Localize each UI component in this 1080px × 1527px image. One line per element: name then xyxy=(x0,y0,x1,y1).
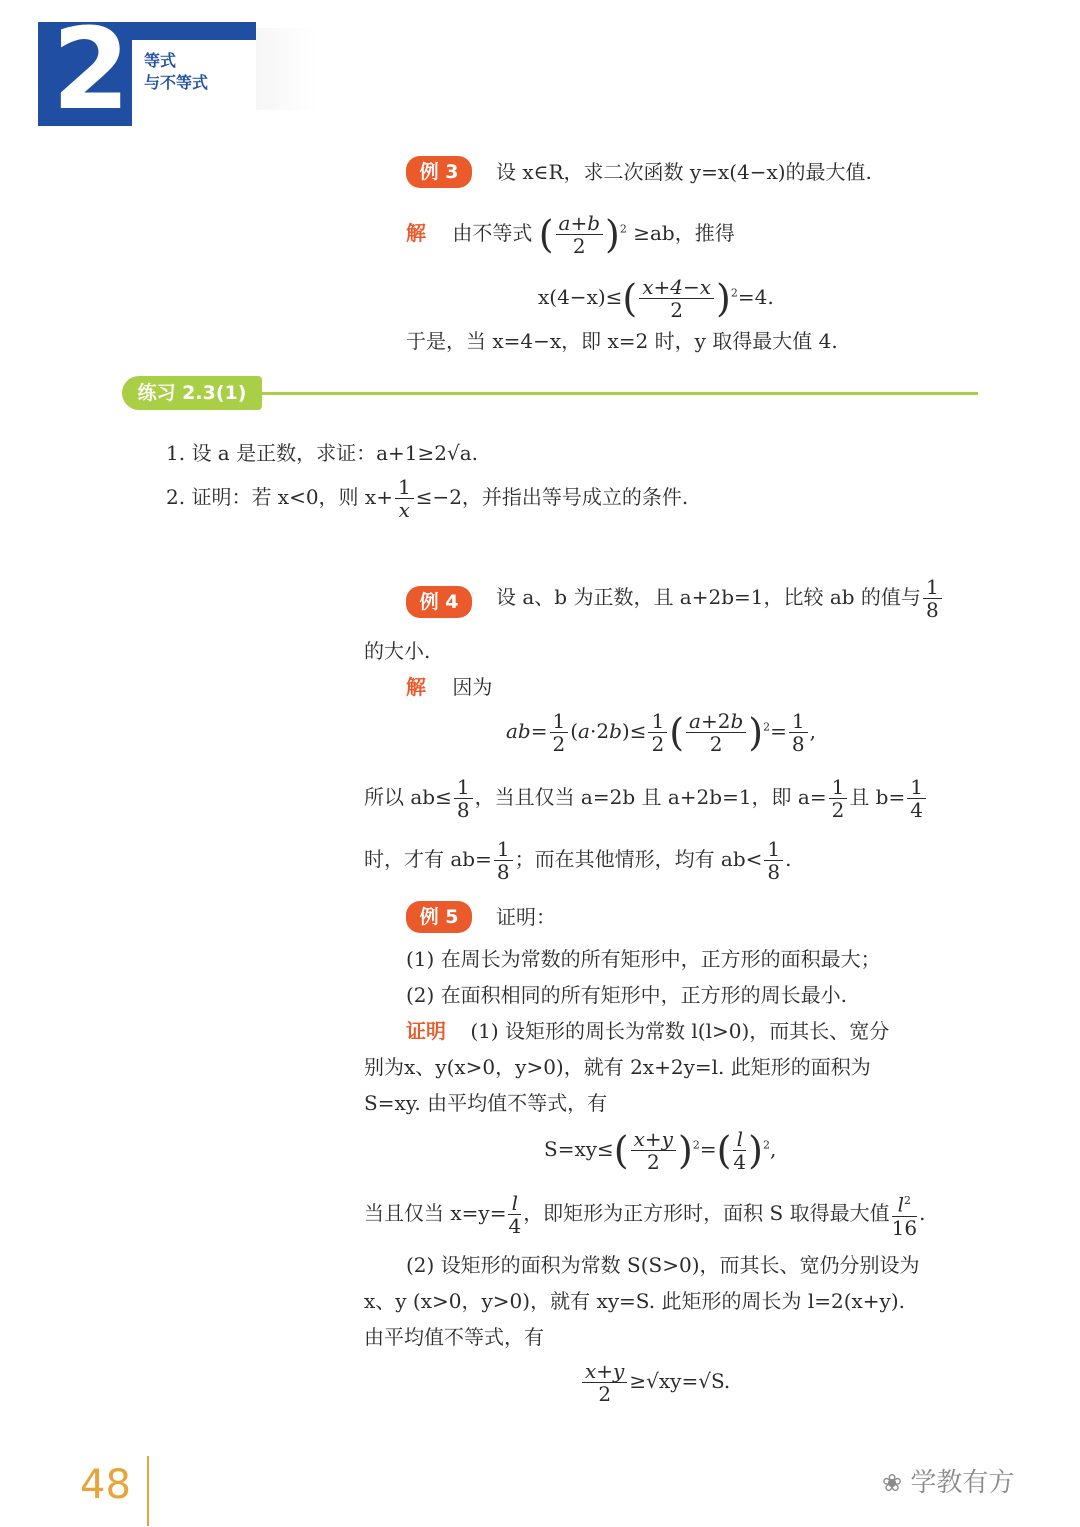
line1-a: 所以 ab≤ xyxy=(364,785,452,809)
example5-proof-line2: 别为x、y(x>0，y>0)，就有 2x+2y=l. 此矩形的面积为 xyxy=(364,1055,871,1079)
example5-item2: (2) 在面积相同的所有矩形中，正方形的周长最小. xyxy=(406,983,848,1007)
sol-text-b: ≥ab，推得 xyxy=(633,221,735,245)
example5-part2-line2: x、y (x>0，y>0)，就有 xy=S. 此矩形的周长为 l=2(x+y). xyxy=(364,1289,906,1313)
eq-right: =4. xyxy=(737,285,774,309)
line2-b: ；而在其他情形，均有 ab< xyxy=(514,847,763,871)
wechat-icon: ❀ xyxy=(882,1469,903,1497)
fraction xyxy=(639,276,714,321)
frac-num: 1 xyxy=(395,476,414,499)
q2-text-b: ≤−2，并指出等号成立的条件. xyxy=(415,485,689,509)
fraction xyxy=(556,212,603,257)
paren-close: ) xyxy=(605,212,620,257)
example3-conclusion: 于是，当 x=4−x，即 x=2 时，y 取得最大值 4. xyxy=(406,329,838,353)
frac-num: 1 xyxy=(923,576,942,599)
chapter-title-line1: 等式 xyxy=(144,51,177,70)
exponent: 2 xyxy=(619,222,627,236)
concl-a: 当且仅当 x=y= xyxy=(364,1200,507,1225)
eq-left: x(4−x)≤ xyxy=(538,285,623,309)
frac-num: a+b xyxy=(558,211,601,235)
example5-equation2: $\frac{x+y}{2}$ ≥√xy=√S. xyxy=(580,1360,730,1405)
example4-line1: 所以 ab≤ $\frac{1}{8}$ ，当且仅当 a=2b 且 a+2b=1，即 a= $\frac{1}{2}$ 且 b= $\frac{1}{4}$ xyxy=(364,776,928,821)
practice-divider xyxy=(250,392,978,395)
practice-question-1: 1. 设 a 是正数，求证：a+1≥2√a. xyxy=(166,441,478,465)
example5-part2-line3: 由平均值不等式，有 xyxy=(364,1325,544,1349)
problem-text: 设 a、b 为正数，且 a+2b=1，比较 ab 的值与 xyxy=(496,585,921,609)
example4-solution-intro xyxy=(406,672,492,702)
paren-open: ( xyxy=(538,212,554,257)
example5-item1: (1) 在周长为常数的所有矩形中，正方形的面积最大； xyxy=(406,947,881,971)
example5-part2-line1: (2) 设矩形的面积为常数 S(S>0)，而其长、宽仍分别设为 xyxy=(406,1253,920,1277)
chapter-number: 2 xyxy=(52,5,130,135)
paren-open: ( xyxy=(622,276,638,321)
example5-equation1: S=xy≤( $\frac{x+y}{2}$ )$^2$=( $\frac{l}{4}$ )$^2$, xyxy=(544,1127,777,1174)
example4-problem-cont: 的大小. xyxy=(364,639,431,663)
example3-problem: 设 x∈R，求二次函数 y=x(4−x)的最大值. xyxy=(496,160,872,184)
solution-label: 解 xyxy=(406,221,426,245)
line2-c: . xyxy=(785,847,792,871)
line2-a: 时，才有 ab= xyxy=(364,847,492,871)
q2-text-a: 2. 证明：若 x<0，则 x+ xyxy=(166,485,393,509)
sol-intro: 因为 xyxy=(452,675,493,699)
fraction xyxy=(395,476,414,521)
example4-line2: 时，才有 ab= $\frac{1}{8}$ ；而在其他情形，均有 ab< $\frac{1}{8}$ . xyxy=(364,837,792,884)
frac-den: x xyxy=(398,498,410,522)
example3-equation xyxy=(538,276,774,321)
frac-den: 2 xyxy=(670,298,683,322)
concl-b: ，即矩形为正方形时，面积 S 取得最大值 xyxy=(523,1200,890,1225)
example4-badge: 例 4 xyxy=(406,586,472,618)
page-number: 48 xyxy=(80,1462,131,1508)
example3-solution-line1 xyxy=(406,212,735,257)
frac-den: 2 xyxy=(572,234,586,258)
eq1-a: S=xy≤ xyxy=(544,1137,614,1161)
frac-num: x+4−x xyxy=(642,275,712,299)
proof-text: (1) 设矩形的周长为常数 l(l>0)，而其长、宽分 xyxy=(470,1019,890,1043)
eq1-b: = xyxy=(699,1137,717,1161)
sol-text: 由不等式 xyxy=(452,221,533,245)
paren-close: ) xyxy=(716,276,731,321)
example4-problem xyxy=(496,576,944,621)
example5-intro: 证明： xyxy=(496,905,556,929)
example5-proof-line3: S=xy. 由平均值不等式，有 xyxy=(364,1091,608,1115)
example5-proof-line1 xyxy=(406,1016,889,1046)
chapter-title-line2: 与不等式 xyxy=(144,73,209,92)
eq2: ≥√xy=√S. xyxy=(629,1369,731,1393)
frac-den: 8 xyxy=(925,598,939,622)
exponent: 2 xyxy=(730,286,738,300)
example5-conclusion1: 当且仅当 x=y= $\frac{l}{4}$ ，即矩形为正方形时，面积 S 取得最大值 $\frac{l^2}{16}$ . xyxy=(364,1190,926,1240)
solution-label: 解 xyxy=(406,675,426,699)
line1-c: 且 b= xyxy=(849,785,906,809)
watermark-text: 学教有方 xyxy=(910,1468,1015,1498)
practice-title: 练习 2.3(1) xyxy=(122,376,262,410)
example5-badge: 例 5 xyxy=(406,901,472,933)
example4-equation: ab= $\frac{1}{2}$ (a·2b)≤ $\frac{1}{2}$ ( $\frac{a+2b}{2}$ )$^2$= $\frac{1}{8}$ , xyxy=(506,709,816,756)
practice-question-2 xyxy=(166,476,688,521)
line1-b: ，当且仅当 a=2b 且 a+2b=1，即 a= xyxy=(474,785,827,809)
watermark xyxy=(882,1462,1014,1499)
fraction xyxy=(923,576,942,621)
example3-badge: 例 3 xyxy=(406,156,472,188)
page-number-divider xyxy=(147,1456,149,1526)
proof-label: 证明 xyxy=(406,1019,446,1043)
